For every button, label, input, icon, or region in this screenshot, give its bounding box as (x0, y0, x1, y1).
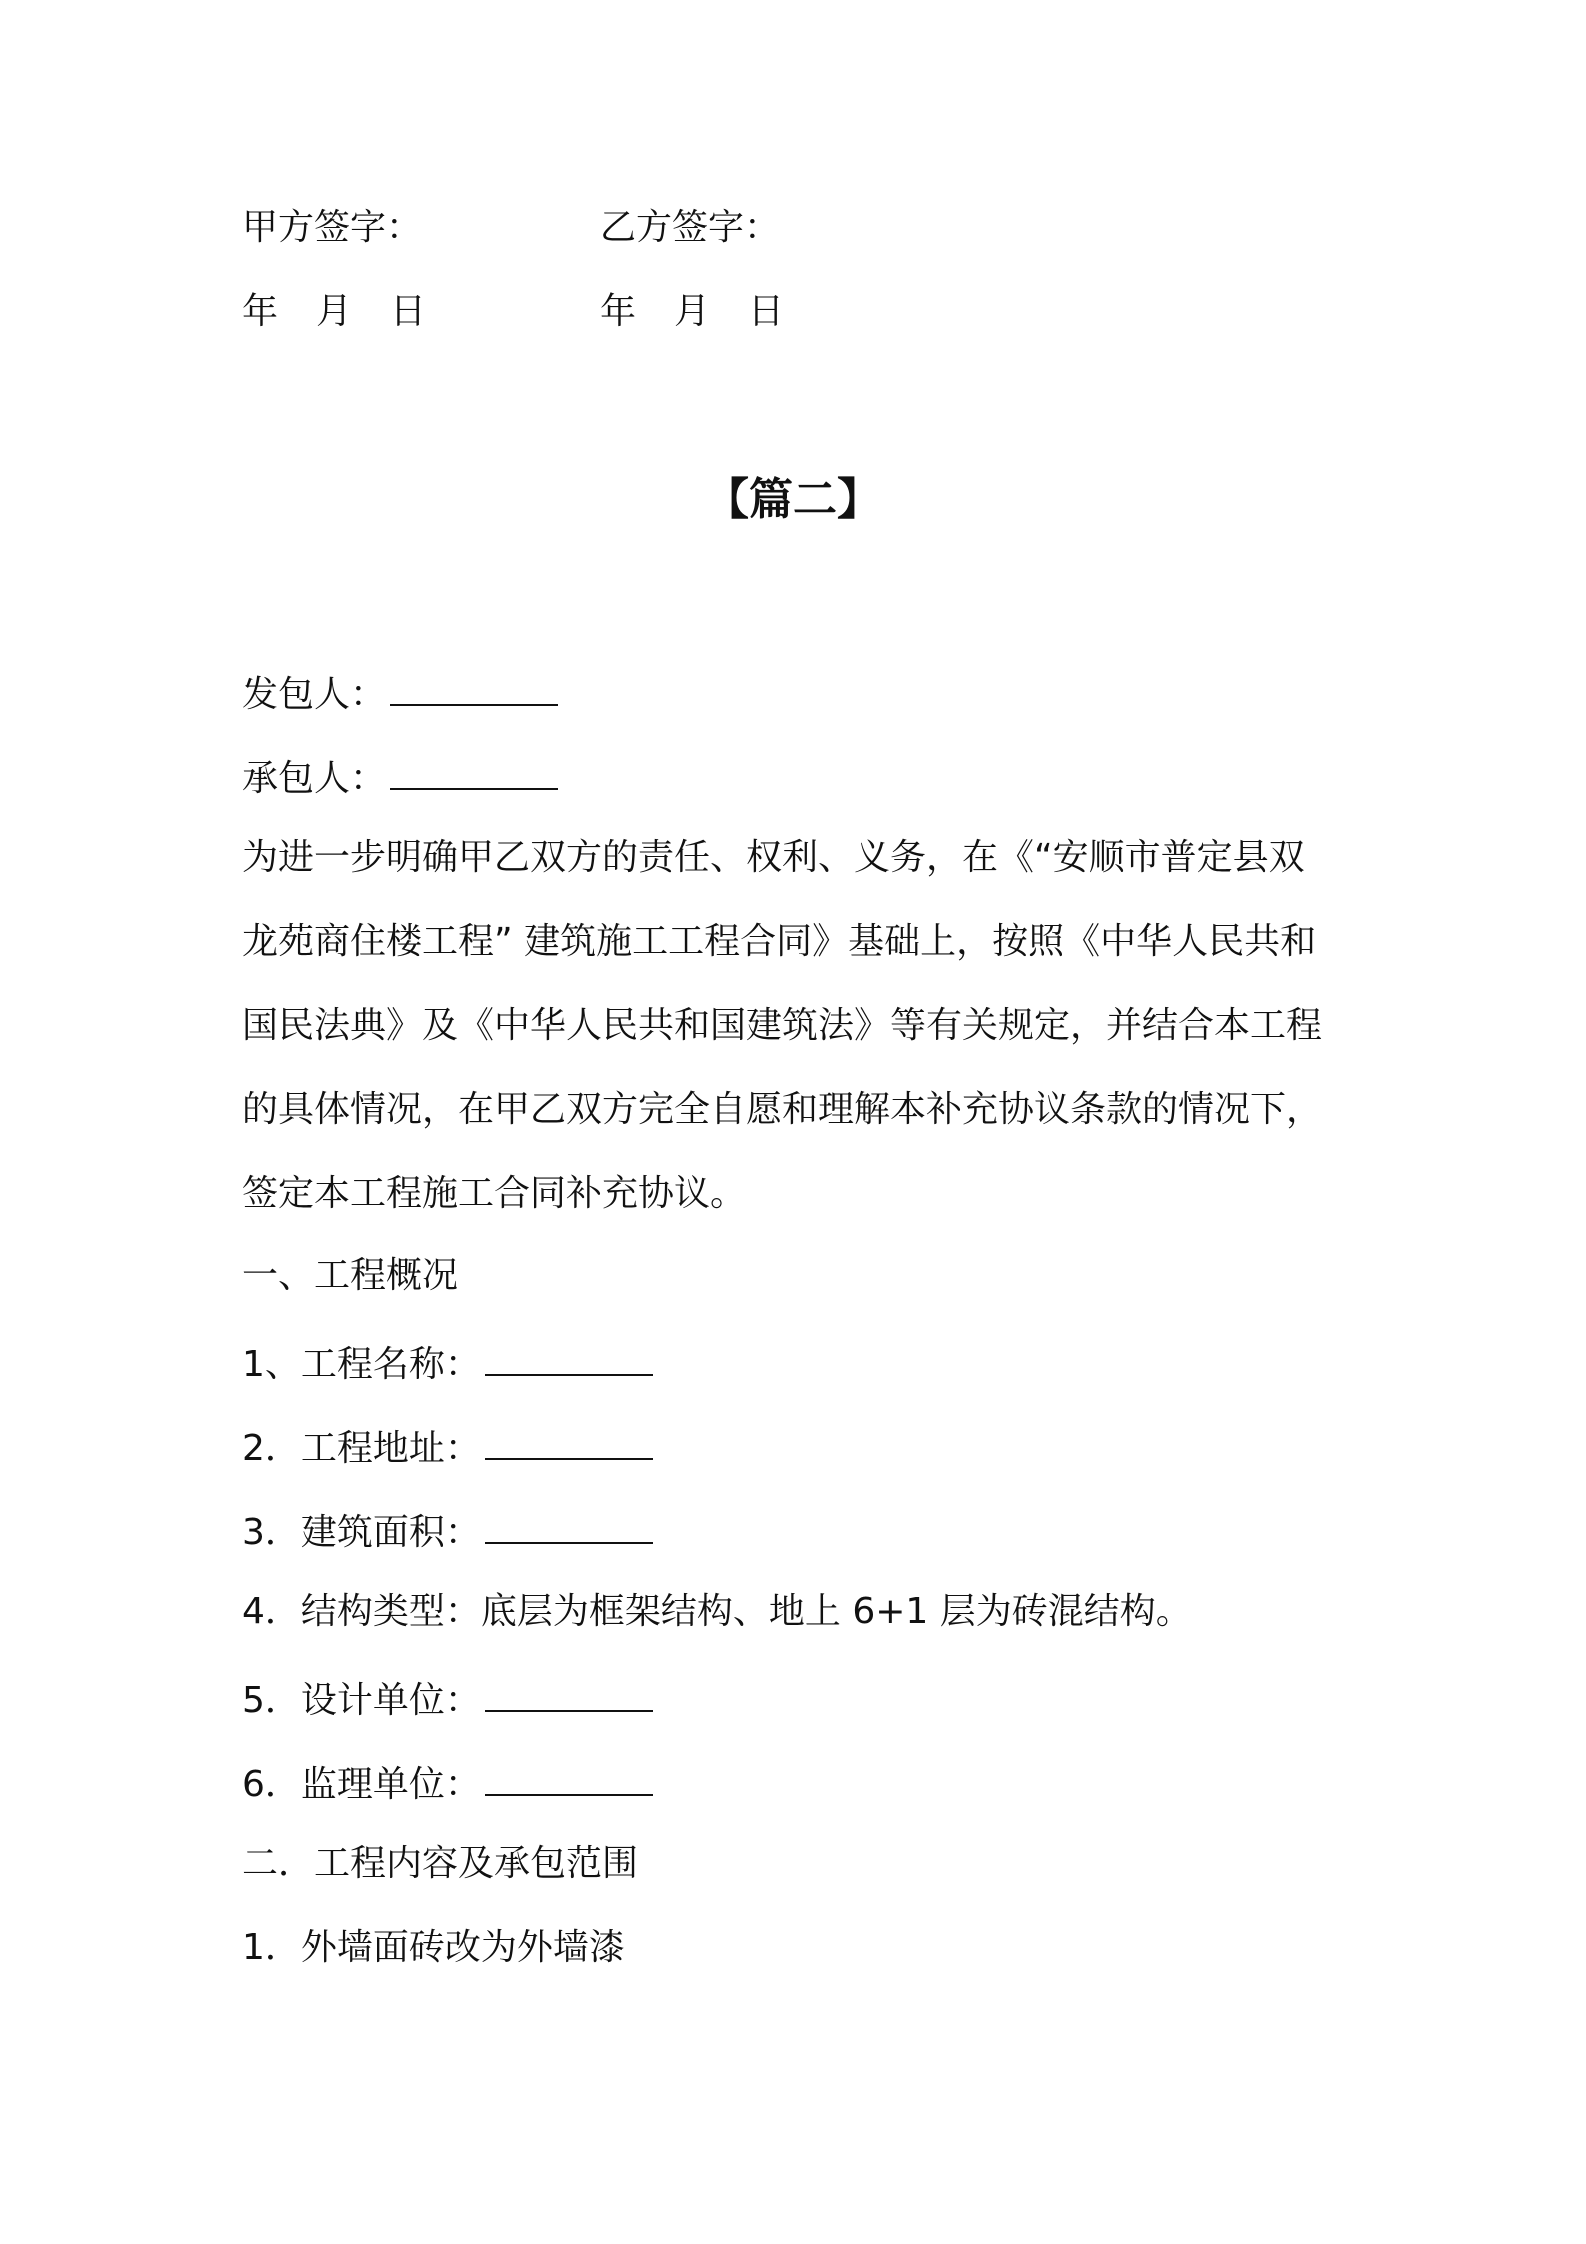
design-unit-line (242, 1674, 653, 1723)
party-a-signature-label: 甲方签字： (242, 207, 423, 248)
intro-line: 龙苑商住楼工程” 建筑施工工程合同》基础上，按照《中华人民共和 (242, 921, 1317, 962)
section-title: 【篇二】 (705, 474, 881, 525)
day-label: 日 (390, 291, 427, 332)
contractor-line (242, 752, 558, 801)
day-label: 日 (748, 291, 785, 332)
intro-line: 签定本工程施工合同补充协议。 (242, 1173, 747, 1214)
section2-heading: 二．工程内容及承包范围 (242, 1843, 639, 1884)
month-label: 月 (316, 291, 353, 332)
party-a-date (242, 290, 426, 334)
supervision-unit-blank (485, 1758, 653, 1796)
supervision-unit-label: 6．监理单位： (242, 1764, 481, 1805)
party-b-signature-label: 乙方签字： (600, 207, 781, 248)
contractor-blank (390, 752, 558, 790)
intro-line: 的具体情况，在甲乙双方完全自愿和理解本补充协议条款的情况下， (242, 1089, 1323, 1130)
project-name-label: 1、工程名称： (242, 1344, 481, 1385)
project-address-label: 2．工程地址： (242, 1428, 481, 1469)
intro-line: 国民法典》及《中华人民共和国建筑法》等有关规定，并结合本工程 (242, 1005, 1323, 1046)
contractor-label: 承包人： (242, 758, 387, 799)
intro-line: 为进一步明确甲乙双方的责任、权利、义务，在《“安顺市普定县双 (242, 837, 1305, 878)
building-area-line (242, 1506, 653, 1555)
year-label: 年 (600, 291, 637, 332)
employer-label: 发包人： (242, 674, 387, 715)
section2-item-1: 1．外墙面砖改为外墙漆 (242, 1927, 625, 1968)
project-address-line (242, 1422, 653, 1471)
supervision-unit-line (242, 1758, 653, 1807)
project-name-blank (485, 1338, 653, 1376)
building-area-blank (485, 1506, 653, 1544)
intro-paragraph (242, 816, 1362, 1236)
building-area-label: 3．建筑面积： (242, 1512, 481, 1553)
party-b-date (600, 290, 784, 334)
year-label: 年 (242, 291, 279, 332)
project-address-blank (485, 1422, 653, 1460)
employer-blank (390, 668, 558, 706)
design-unit-blank (485, 1674, 653, 1712)
project-name-line (242, 1338, 653, 1387)
design-unit-label: 5．设计单位： (242, 1680, 481, 1721)
employer-line (242, 668, 558, 717)
month-label: 月 (674, 291, 711, 332)
structure-type-line: 4．结构类型：底层为框架结构、地上 6+1 层为砖混结构。 (242, 1591, 1192, 1632)
section1-heading: 一、工程概况 (242, 1255, 459, 1296)
